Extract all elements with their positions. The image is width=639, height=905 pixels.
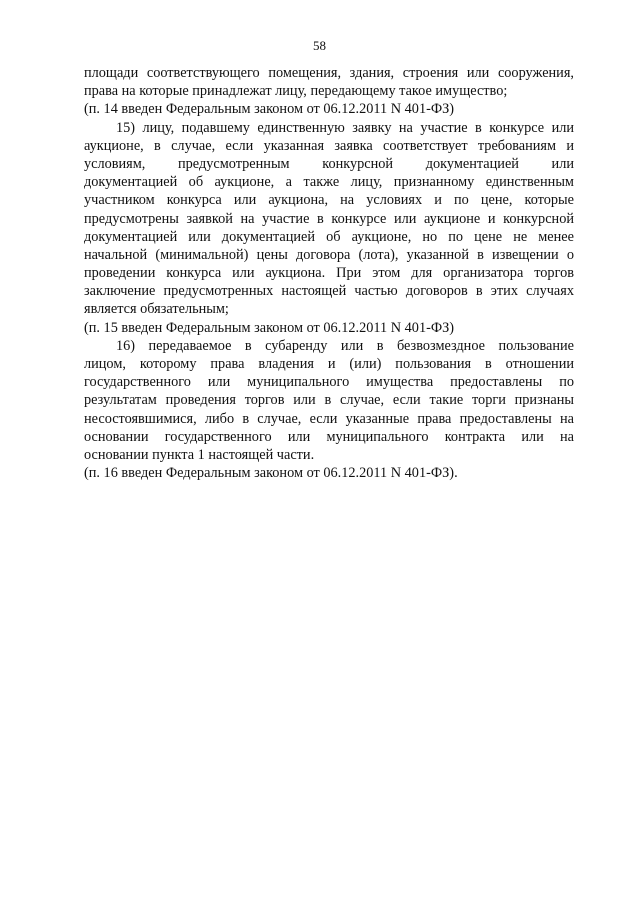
text-line: 16) передаваемое в субаренду или в безвозмездное пользование (116, 337, 574, 354)
document-body (84, 64, 574, 482)
text-line: (п. 14 введен Федеральным законом от 06.12.2011 N 401-ФЗ) (84, 101, 455, 118)
text-line: предусмотрены заявкой на участие в конкурсе или аукционе и конкурсной (84, 210, 574, 227)
text-line: государственного или муниципального имущества предоставлены по (84, 374, 574, 391)
text-line: аукционе, в случае, если указанная заявка соответствует требованиям и (84, 137, 574, 154)
text-line: результатам проведения торгов или в случае, если такие торги признаны (84, 392, 574, 409)
text-line: основании государственного или муниципального контракта или на (84, 428, 574, 445)
text-line: документацией об аукционе, а также лицу, признанному единственным (84, 174, 574, 191)
text-line: лицом, которому права владения и (или) пользования в отношении (84, 356, 574, 372)
text-line: основании пункта 1 настоящей части. (84, 446, 315, 463)
text-line: документацией или документацией об аукционе, но по цене не менее (84, 228, 574, 245)
text-line: (п. 15 введен Федеральным законом от 06.12.2011 N 401-ФЗ) (84, 319, 455, 336)
text-line: условиям, предусмотренным конкурсной документацией или (84, 155, 574, 172)
text-line: участником конкурса или аукциона, на условиях и по цене, которые (84, 192, 574, 209)
text-line: является обязательным; (84, 301, 229, 318)
text-line: права на которые принадлежат лицу, передающему такое имущество; (84, 83, 508, 100)
page-number: 58 (313, 38, 326, 53)
text-line: площади соответствующего помещения, здания, строения или сооружения, (84, 65, 574, 81)
text-line: заключение предусмотренных настоящей частью договоров в этих случаях (84, 283, 574, 300)
text-line: проведении конкурса или аукциона. При этом для организатора торгов (84, 265, 574, 282)
text-line: 15) лицу, подавшему единственную заявку на участие в конкурсе или (116, 119, 574, 136)
text-line: начальной (минимальной) цены договора (лота), указанной в извещении о (84, 246, 574, 263)
text-line: (п. 16 введен Федеральным законом от 06.12.2011 N 401-ФЗ). (84, 465, 458, 482)
text-line: несостоявшимися, либо в случае, если указанные права предоставлены на (84, 410, 574, 427)
